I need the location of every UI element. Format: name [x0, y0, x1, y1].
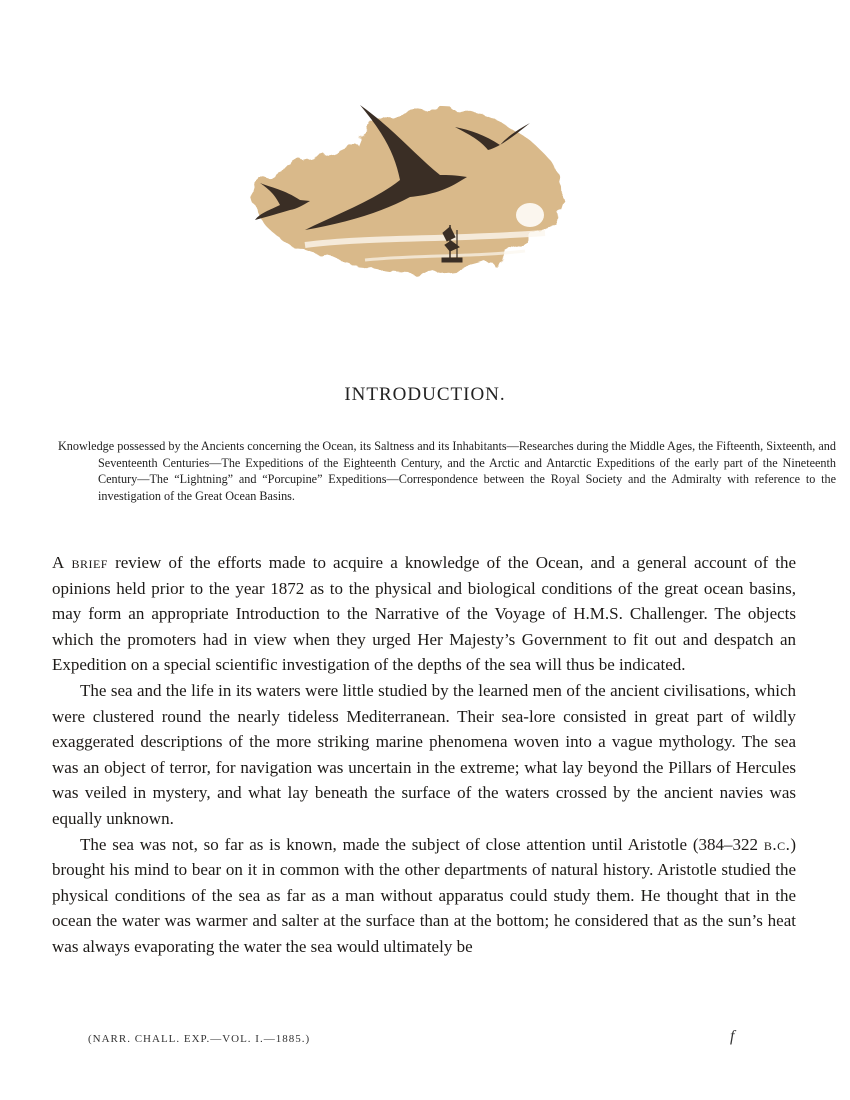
- paragraph-1: [52, 550, 796, 678]
- paragraph-2: The sea and the life in its waters were little studied by the learned men of the ancient civilisations, which were clustered round the nearly tideless Mediterranean. Their sea-lore consisted in great part of wildly exaggerated descriptions of the more striking marine phenomena woven into a vague mythology. The sea was an object of terror, for navigation was uncertain in the extreme; what lay beyond the Pillars of Hercules was veiled in mystery, and what lay beneath the surface of the waters crossed by the ancient navies was equally unknown.: [52, 680, 796, 828]
- signature-mark: f: [730, 1028, 735, 1045]
- paragraph-3: [52, 832, 796, 960]
- swallows-vignette: [245, 95, 575, 280]
- opening-words: A brief: [52, 553, 108, 572]
- page-title: INTRODUCTION.: [344, 384, 506, 405]
- moon: [516, 203, 544, 227]
- chapter-synopsis: Knowledge possessed by the Ancients concerning the Ocean, its Saltness and its Inhabitants—Researches during the Middle Ages, the Fifteenth, Sixteenth, and Seventeenth Centuries—The Expeditions of the Eighteenth Century, and the Arctic and Antarctic Expeditions of the early part of the Nineteenth Century—The “Lightning” and “Porcupine” Expeditions—Correspondence between the Royal Society and the Admiralty with reference to the investigation of the Great Ocean Basins.: [58, 439, 836, 503]
- body-text: [52, 550, 796, 960]
- era-abbreviation: b.c.: [763, 834, 791, 854]
- paragraph-3-text-b: ) brought his mind to bear on it in common with the other departments of natural history. Aristotle studied the physical conditions of the sea as far as a man without apparatus could study them. He thought that in the ocean the water was warmer and salter at the surface than at the bottom; he considered that as the sun’s heat was always evaporating the water the sea would ultimately be: [52, 834, 796, 956]
- vignette-drawing: [245, 95, 575, 280]
- paragraph-1-text: review of the efforts made to acquire a knowledge of the Ocean, and a general account of the opinions held prior to the year 1872 as to the physical and biological conditions of the great ocean basins, may form an appropriate Introduction to the Narrative of the Voyage of H.M.S. Challenger. The objects which the promoters had in view when they urged Her Majesty’s Government to fit out and despatch an Expedition on a special scientific investigation of the depths of the sea will thus be indicated.: [52, 553, 796, 675]
- paragraph-3-text-a: The sea was not, so far as is known, made the subject of close attention until Aristotle (384–322: [80, 834, 764, 854]
- running-footer: (NARR. CHALL. EXP.—VOL. I.—1885.): [88, 1033, 311, 1045]
